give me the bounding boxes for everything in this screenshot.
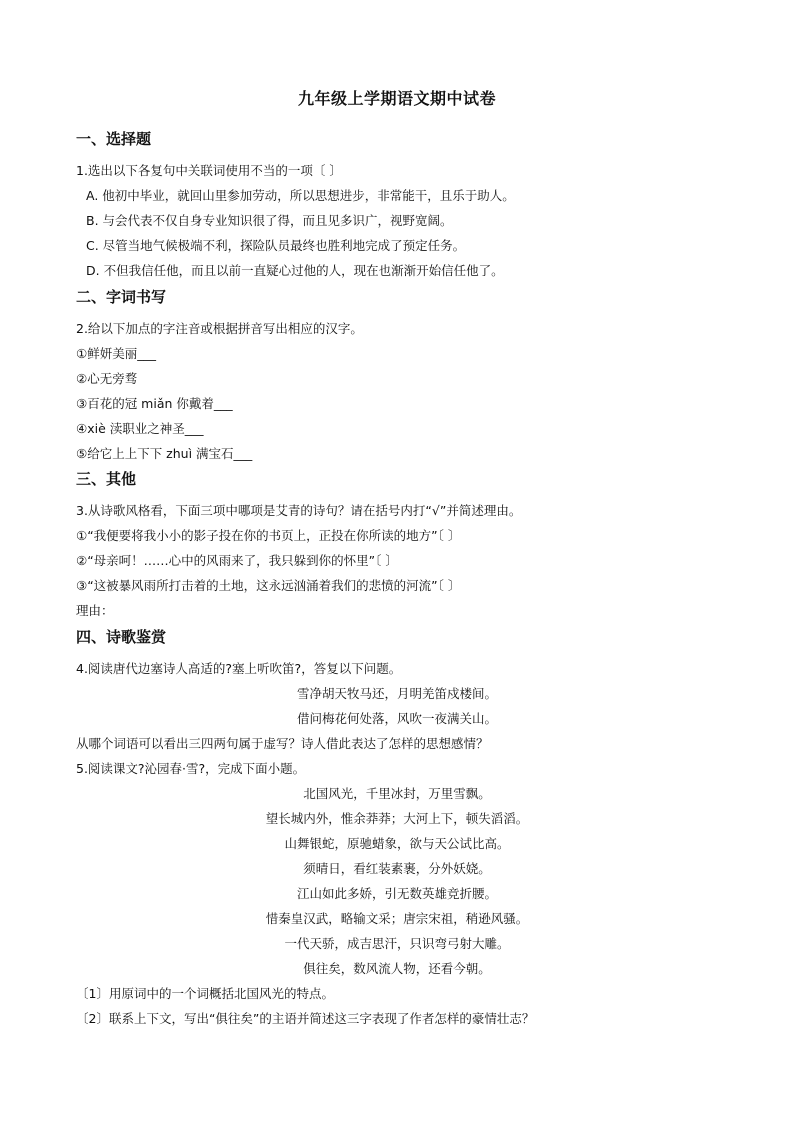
verse-line: 惜秦皇汉武，略输文采；唐宗宋祖，稍逊风骚。 (265, 911, 529, 926)
verse-line: 望长城内外，惟余莽莽；大河上下，顿失滔滔。 (265, 811, 529, 826)
word-item-5: ⑤给它上上下下 zhuì 满宝石___ (76, 446, 253, 461)
verse-line: 须晴日，看红装素裹，分外妖娆。 (303, 861, 491, 876)
word-item-1: ①鲜妍美丽___ (76, 346, 156, 361)
question-5: 5.阅读课文?沁园春·雪?，完成下面小题。 (76, 761, 306, 776)
question-3: 3.从诗歌风格看，下面三项中哪项是艾青的诗句？请在括号内打“√”并简述理由。 (76, 503, 522, 518)
section-heading-other: 三、其他 (76, 470, 137, 488)
choice-item-3: ③“这被暴风雨所打击着的土地，这永远汹涌着我们的悲愤的河流”〔 〕 (76, 578, 461, 593)
question-4-prompt: 从哪个词语可以看出三四两句属于虚写？诗人借此表达了怎样的思想感情？ (76, 736, 489, 751)
question-1: 1.选出以下各复句中关联词使用不当的一项〔 〕 (76, 163, 342, 178)
verse-line: 俱往矣，数风流人物，还看今朝。 (303, 961, 491, 976)
question-4: 4.阅读唐代边塞诗人高适的?塞上听吹笛?，答复以下问题。 (76, 661, 402, 676)
option-a: A. 他初中毕业，就回山里参加劳动，所以思想进步，非常能干，且乐于助人。 (86, 188, 515, 203)
choice-item-2: ②“母亲呵！……心中的风雨来了，我只躲到你的怀里”〔 〕 (76, 553, 398, 568)
sub-question-2: 〔2〕联系上下文，写出“俱往矣”的主语并简述这三字表现了作者怎样的豪情壮志？ (76, 1011, 535, 1026)
section-heading-choice: 一、选择题 (76, 130, 152, 148)
exam-title: 九年级上学期语文期中试卷 (297, 89, 496, 108)
verse-line: 北国风光，千里冰封，万里雪飘。 (303, 786, 491, 801)
poem-line: 雪净胡天牧马还，月明羌笛戍楼间。 (296, 686, 497, 701)
option-d: D. 不但我信任他，而且以前一直疑心过他的人，现在也渐渐开始信任他了。 (86, 263, 504, 278)
word-item-2: ②心无旁骛 (76, 371, 138, 386)
option-b: B. 与会代表不仅自身专业知识很了得，而且见多识广，视野宽阔。 (86, 213, 453, 228)
question-2: 2.给以下加点的字注音或根据拼音写出相应的汉字。 (76, 321, 363, 336)
section-heading-poetry: 四、诗歌鉴赏 (76, 628, 167, 646)
choice-item-1: ①“我便要将我小小的影子投在你的书页上，正投在你所读的地方”〔 〕 (76, 528, 461, 543)
word-item-4: ④xiè 渎职业之神圣___ (76, 421, 204, 436)
verse-line: 江山如此多娇，引无数英雄竞折腰。 (296, 886, 497, 901)
section-heading-words: 二、字词书写 (76, 288, 167, 306)
option-c: C. 尽管当地气候极端不利，探险队员最终也胜利地完成了预定任务。 (86, 238, 466, 253)
word-item-3: ③百花的冠 miǎn 你戴着___ (76, 396, 233, 411)
verse-line: 一代天骄，成吉思汗，只识弯弓射大雕。 (284, 936, 510, 951)
reason-label: 理由： (76, 603, 114, 618)
poem-line: 借问梅花何处落，风吹一夜满关山。 (296, 711, 497, 726)
verse-line: 山舞银蛇，原驰蜡象，欲与天公试比高。 (284, 836, 510, 851)
sub-question-1: 〔1〕用原词中的一个词概括北国风光的特点。 (76, 986, 334, 1001)
